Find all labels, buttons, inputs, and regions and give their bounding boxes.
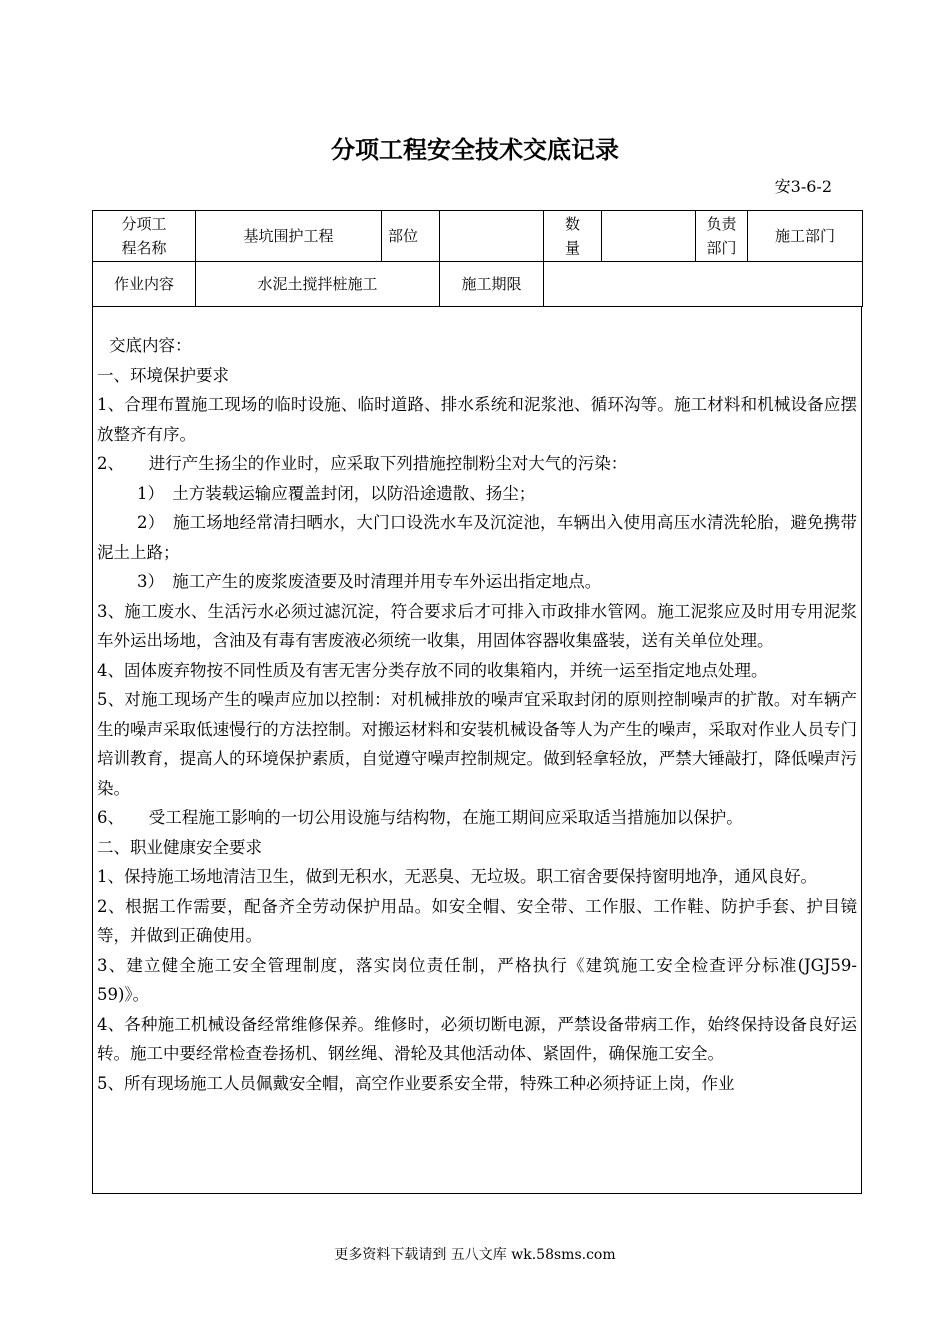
s1-item-2-sub-1: 1） 土方装载运输应覆盖封闭，以防沿途遗散、扬尘；	[137, 483, 536, 503]
s2-item-5: 5、所有现场施工人员佩戴安全帽，高空作业要系安全带，特殊工种必须持证上岗，作业	[97, 1073, 735, 1093]
header-table	[92, 210, 863, 307]
s1-item-4: 4、固体废弃物按不同性质及有害无害分类存放不同的收集箱内，并统一运至指定地点处理。	[97, 660, 768, 680]
s1-item-2: 2、 进行产生扬尘的作业时，应采取下列措施控制粉尘对大气的污染：	[97, 454, 628, 473]
period-label: 施工期限	[440, 262, 544, 307]
project-name-value: 基坑围护工程	[196, 211, 382, 262]
s2-item-4: 4、各种施工机械设备经常维修保养。维修时，必须切断电源，严禁设备带病工作，始终保持设备良好运转。施工中要经常检查卷扬机、钢丝绳、滑轮及其他活动体、紧固件，确保施工安全。	[97, 1014, 857, 1063]
content-box	[92, 307, 862, 1194]
s1-item-5: 5、对施工现场产生的噪声应加以控制：对机械排放的噪声宜采取封闭的原则控制噪声的扩散。对车辆产生的噪声采取低速慢行的方法控制。对搬运材料和安装机械设备等人为产生的噪声，采取对作业人员专门培训教育，提高人的环境保护素质，自觉遵守噪声控制规定。做到轻拿轻放，严禁大锤敲打，降低噪声污染。	[97, 690, 857, 798]
content-intro: 交底内容：	[109, 336, 192, 355]
s2-item-2: 2、根据工作需要，配备齐全劳动保护用品。如安全帽、安全带、工作服、工作鞋、防护手套、护目镜等，并做到正确使用。	[97, 896, 857, 945]
quantity-label: 数 量	[544, 211, 602, 262]
location-label: 部位	[382, 211, 440, 262]
quantity-value	[602, 211, 696, 262]
location-value	[440, 211, 544, 262]
period-value	[544, 262, 863, 307]
s1-item-2-sub-3: 3） 施工产生的废浆废渣要及时清理并用专车外运出指定地点。	[137, 572, 602, 591]
work-content-label: 作业内容	[93, 262, 196, 307]
section-1-title: 一、环境保护要求	[97, 365, 229, 385]
responsible-label: 负责 部门	[696, 211, 748, 262]
s2-item-3: 3、建立健全施工安全管理制度，落实岗位责任制，严格执行《建筑施工安全检查评分标准(JGJ59-59)》。	[97, 955, 857, 1004]
responsible-value: 施工部门	[748, 211, 863, 262]
s1-item-2-sub-2: 2） 施工场地经常清扫晒水，大门口设洗水车及沉淀池，车辆出入使用高压水清洗轮胎，避免携带泥土上路；	[97, 513, 857, 562]
s1-item-1: 1、合理布置施工现场的临时设施、临时道路、排水系统和泥浆池、循环沟等。施工材料和机械设备应摆放整齐有序。	[97, 395, 857, 444]
project-name-label: 分项工 程名称	[93, 211, 196, 262]
section-2-title: 二、职业健康安全要求	[97, 837, 262, 857]
document-title: 分项工程安全技术交底记录	[331, 136, 619, 164]
s1-item-3: 3、施工废水、生活污水必须过滤沉淀，符合要求后才可排入市政排水管网。施工泥浆应及时用专用泥浆车外运出场地，含油及有毒有害废液必须统一收集，用固体容器收集盛装，送有关单位处理。	[97, 601, 857, 650]
work-content-value: 水泥土搅拌桩施工	[196, 262, 440, 307]
s2-item-1: 1、保持施工场地清洁卫生，做到无积水，无恶臭、无垃圾。职工宿舍要保持窗明地净，通风良好。	[97, 867, 817, 886]
s1-item-6: 6、 受工程施工影响的一切公用设施与结构物，在施工期间应采取适当措施加以保护。	[97, 808, 743, 827]
document-code: 安3-6-2	[774, 177, 832, 196]
disclosure-content	[93, 307, 861, 1098]
footer-text: 更多资料下载请到 五八文库 wk.58sms.com	[334, 1247, 616, 1263]
